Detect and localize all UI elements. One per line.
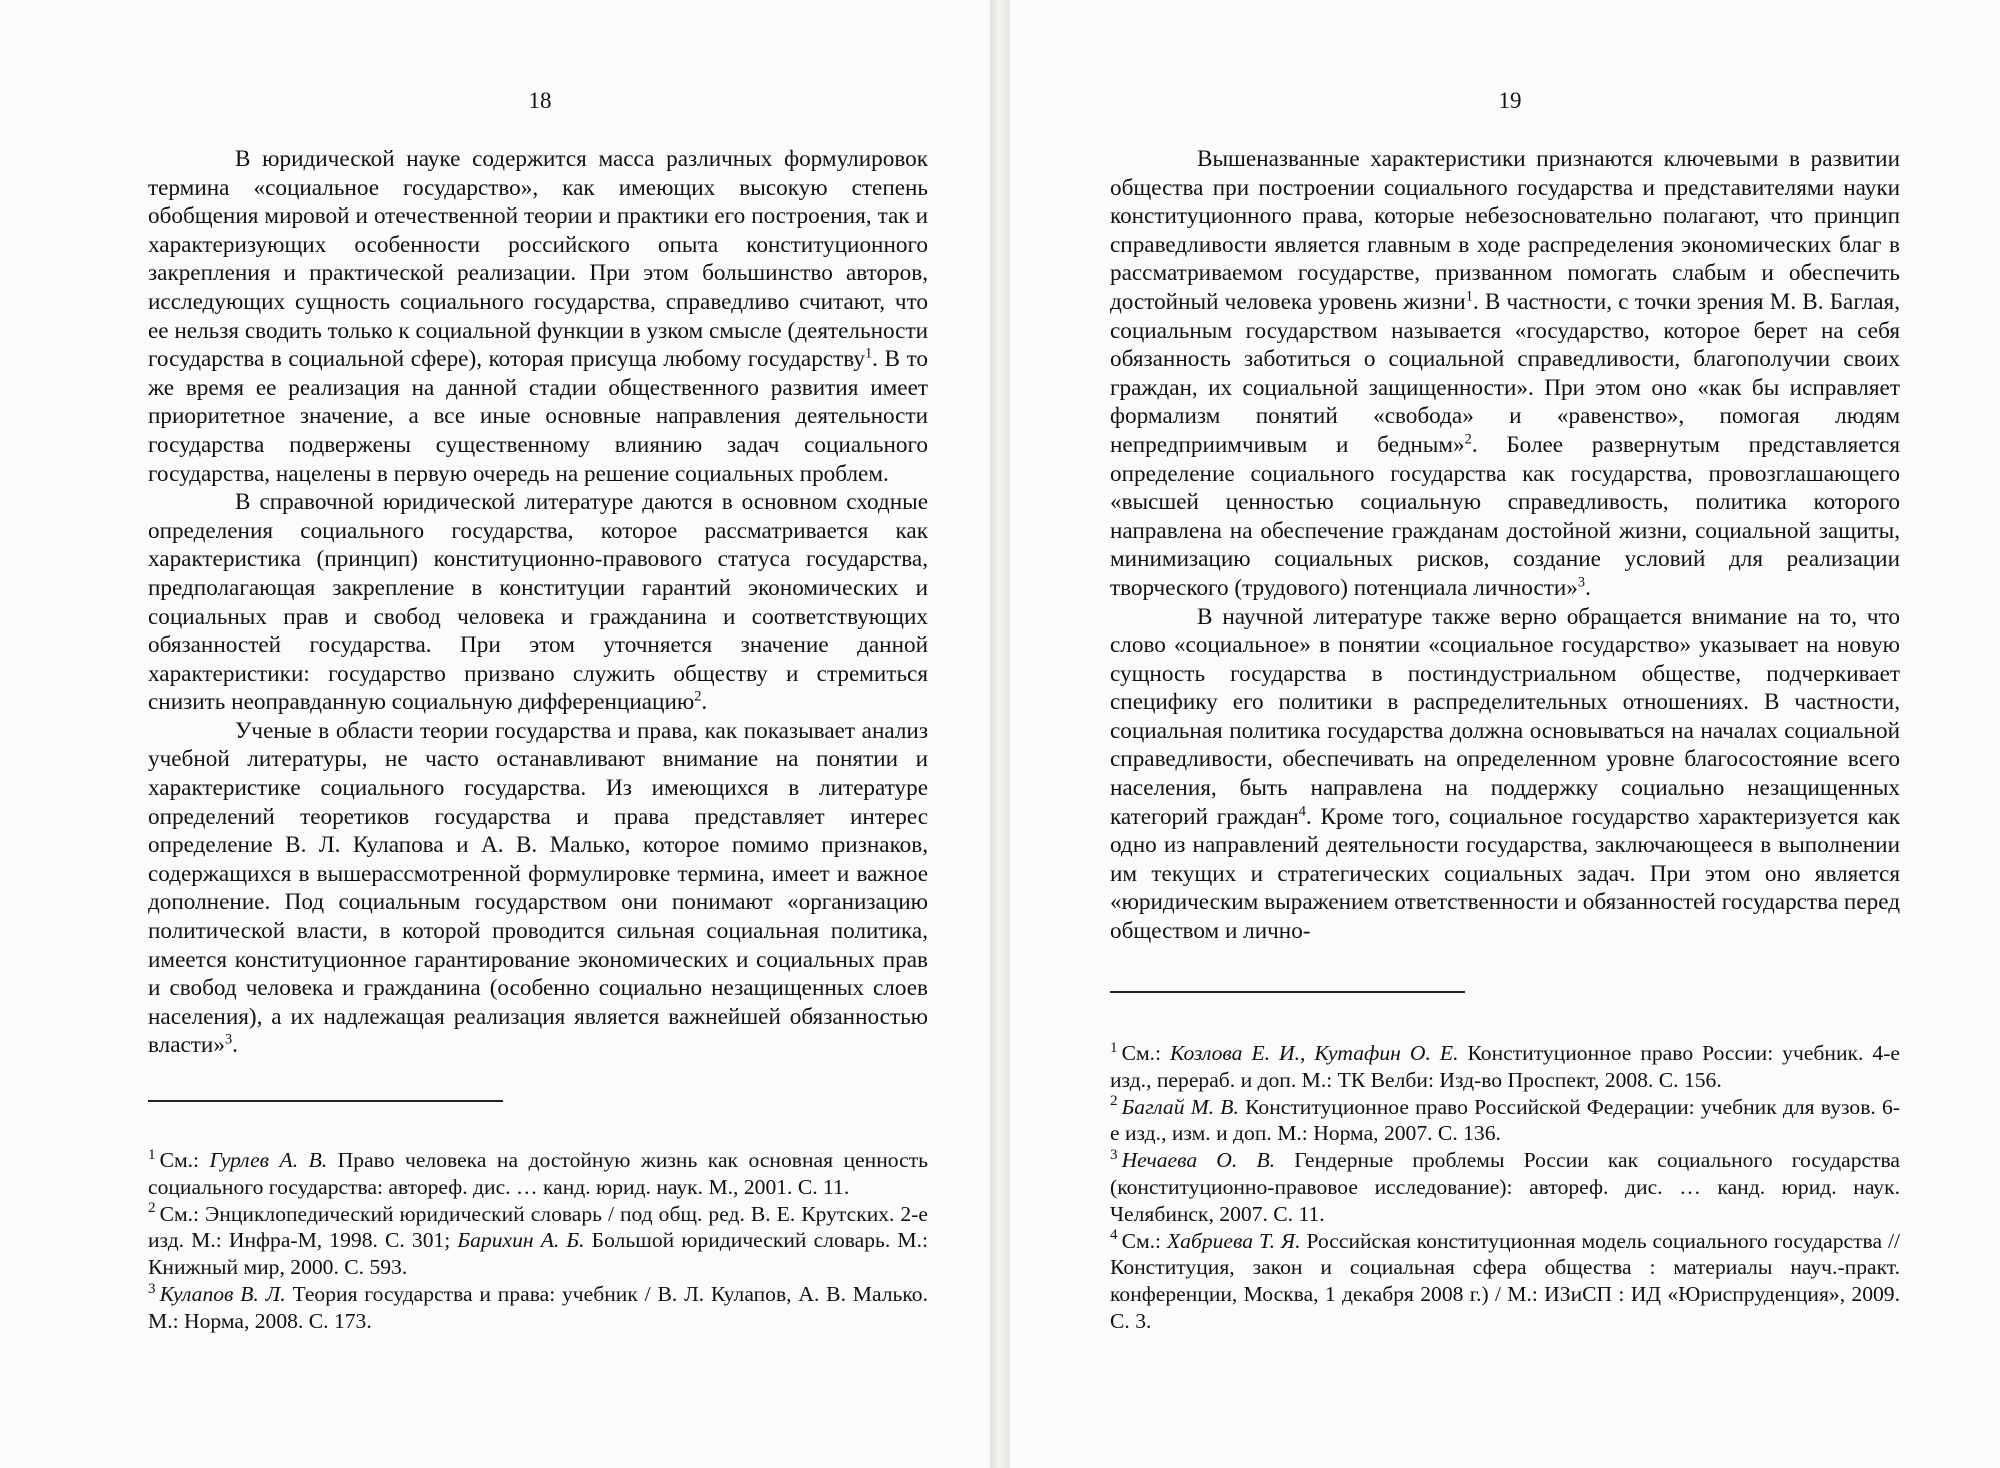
- footnote: $^1$ См.: Козлова Е. И., Кутафин О. Е. Конституционное право России: учебник. 4-е изд., перераб. и доп. М.: ТК Велби: Изд-во Проспект, 2008. С. 156.: [1110, 1039, 1900, 1092]
- paragraph: В юридической науке содержится масса различных формулировок термина «социальное государство», как имеющих высокую степень обобщения мировой и отечественной теории и практики его построения, так и характеризующих особенности российского опыта конституционного закрепления и практической реализации. При этом большинство авторов, исследующих сущность социального государства, справедливо считают, что ее нельзя сводить только к социальной функции в узком смысле (деятельности государства в социальной сфере), которая присуща любому государству$^1$. В то же время ее реализация на данной стадии общественного развития имеет приоритетное значение, а все иные основные направления деятельности государства подвержены существенному влиянию задач социального государства, нацелены в первую очередь на решение социальных проблем.: [148, 146, 928, 487]
- footnote-ref[interactable]: 1: [864, 345, 873, 362]
- footnote: $^2$ Баглай М. В. Конституционное право Российской Федерации: учебник для вузов. 6-е изд., изм. и доп. М.: Норма, 2007. С. 136.: [1110, 1093, 1901, 1146]
- left-page: [0, 0, 990, 1468]
- footnote-ref[interactable]: 1: [1465, 288, 1473, 305]
- footnote-ref[interactable]: 3: [1577, 574, 1586, 591]
- footnote-ref[interactable]: 3: [224, 1031, 233, 1048]
- footnote-ref[interactable]: 2: [694, 688, 702, 705]
- page-number: 18: [528, 88, 552, 113]
- footnote: $^3$ Кулапов В. Л. Теория государства и права: учебник / В. Л. Кулапов, А. В. Малько. М.: Норма, 2008. С. 173.: [148, 1280, 928, 1333]
- book-gutter: [990, 0, 1010, 1468]
- page-number: 19: [1498, 88, 1522, 113]
- footnote: $^2$ См.: Энциклопедический юридический словарь / под общ. ред. В. Е. Крутских. 2-е изд. М.: Инфра-М, 1998. С. 301; Барихин А. Б. Большой юридический словарь. М.: Книжный мир, 2000. С. 593.: [148, 1200, 928, 1280]
- paragraph: Вышеназванные характеристики признаются ключевыми в развитии общества при построении социального государства и представителями науки конституционного права, которые небезосновательно полагают, что принцип справедливости является главным в ходе распределения экономических благ в рассматриваемом государстве, призванном помогать слабым и обеспечить достойный человека уровень жизни$^1$. В частности, с точки зрения М. В. Баглая, социальным государством называется «государство, которое берет на себя обязанность заботиться о социальной справедливости, благополучии своих граждан, их социальной защищенности». При этом оно «как бы исправляет формализм понятий «свобода» и «равенство», помогая людям непредприимчивым и бедным»$^2$. Более развернутым представляется определение социального государства как государства, провозглашающего «высшей ценностью социальную справедливость, политика которого направлена на обеспечение гражданам достойной жизни, социальной защиты, минимизацию социальных рисков, создание условий для реализации творческого (трудового) потенциала личности»$^3$.: [1110, 146, 1900, 601]
- paragraph: Ученые в области теории государства и права, как показывает анализ учебной литературы, не часто останавливают внимание на понятии и характеристике социального государства. Из имеющихся в литературе определений теоретиков государства и права представляет интерес определение В. Л. Кулапова и А. В. Малько, которое помимо признаков, содержащихся в вышерассмотренной формулировке термина, имеет и важное дополнение. Под социальным государством они понимают «организацию политической власти, в которой проводится сильная социальная политика, имеется конституционное гарантирование экономических и социальных прав и свобод человека и гражданина (особенно социально незащищенных слоев населения), а их надлежащая реализация является важнейшей обязанностью власти»$^3$.: [148, 717, 928, 1059]
- paragraph: В справочной юридической литературе даются в основном сходные определения социального государства, которое рассматривается как характеристика (принцип) конституционно-правового статуса государства, предполагающая закрепление в конституции гарантий экономических и социальных прав и свобод человека и гражданина и соответствующих обязанностей государства. При этом уточняется значение данной характеристики: государство призвано служить обществу и стремиться снизить неоправданную социальную дифференциацию$^2$.: [148, 489, 928, 716]
- paragraph: В научной литературе также верно обращается внимание на то, что слово «социальное» в понятии «социальное государство» указывает на новую сущность государства в постиндустриальном обществе, подчеркивает специфику его политики в распределительных отношениях. В частности, социальная политика государства должна основываться на началах социальной справедливости, обеспечивать на определенном уровне благосостояние всего населения, быть направлена на поддержку социально незащищенных категорий граждан$^4$. Кроме того, социальное государство характеризуется как одно из направлений деятельности государства, заключающееся в выполнении им текущих и стратегических социальных задач. При этом оно является «юридическим выражением ответственности и обязанностей государства перед обществом и лично-: [1110, 603, 1900, 945]
- footnote-divider: [1110, 991, 1465, 993]
- body-text: [148, 145, 928, 1060]
- footnote: $^4$ См.: Хабриева Т. Я. Российская конституционная модель социального государства // Конституция, закон и социальная сфера общества : материалы науч.-практ. конференции, Москва, 1 декабря 2008 г.) / М.: ИЗиСП : ИД «Юриспруденция», 2009. С. 3.: [1110, 1227, 1900, 1333]
- footnotes: [1110, 1040, 1900, 1335]
- footnote-divider: [148, 1100, 503, 1102]
- body-text: [1110, 145, 1900, 946]
- footnote-ref[interactable]: 2: [1464, 431, 1472, 448]
- footnote-ref[interactable]: 4: [1298, 803, 1306, 820]
- footnote: $^1$ См.: Гурлев А. В. Право человека на достойную жизнь как основная ценность социального государства: автореф. дис. … канд. юрид. наук. М., 2001. С. 11.: [148, 1146, 928, 1199]
- right-page: [1010, 0, 2000, 1468]
- footnotes: [148, 1147, 928, 1335]
- footnote: $^3$ Нечаева О. В. Гендерные проблемы России как социального государства (конституционно-правовое исследование): автореф. дис. … канд. юрид. наук. Челябинск, 2007. С. 11.: [1110, 1146, 1901, 1226]
